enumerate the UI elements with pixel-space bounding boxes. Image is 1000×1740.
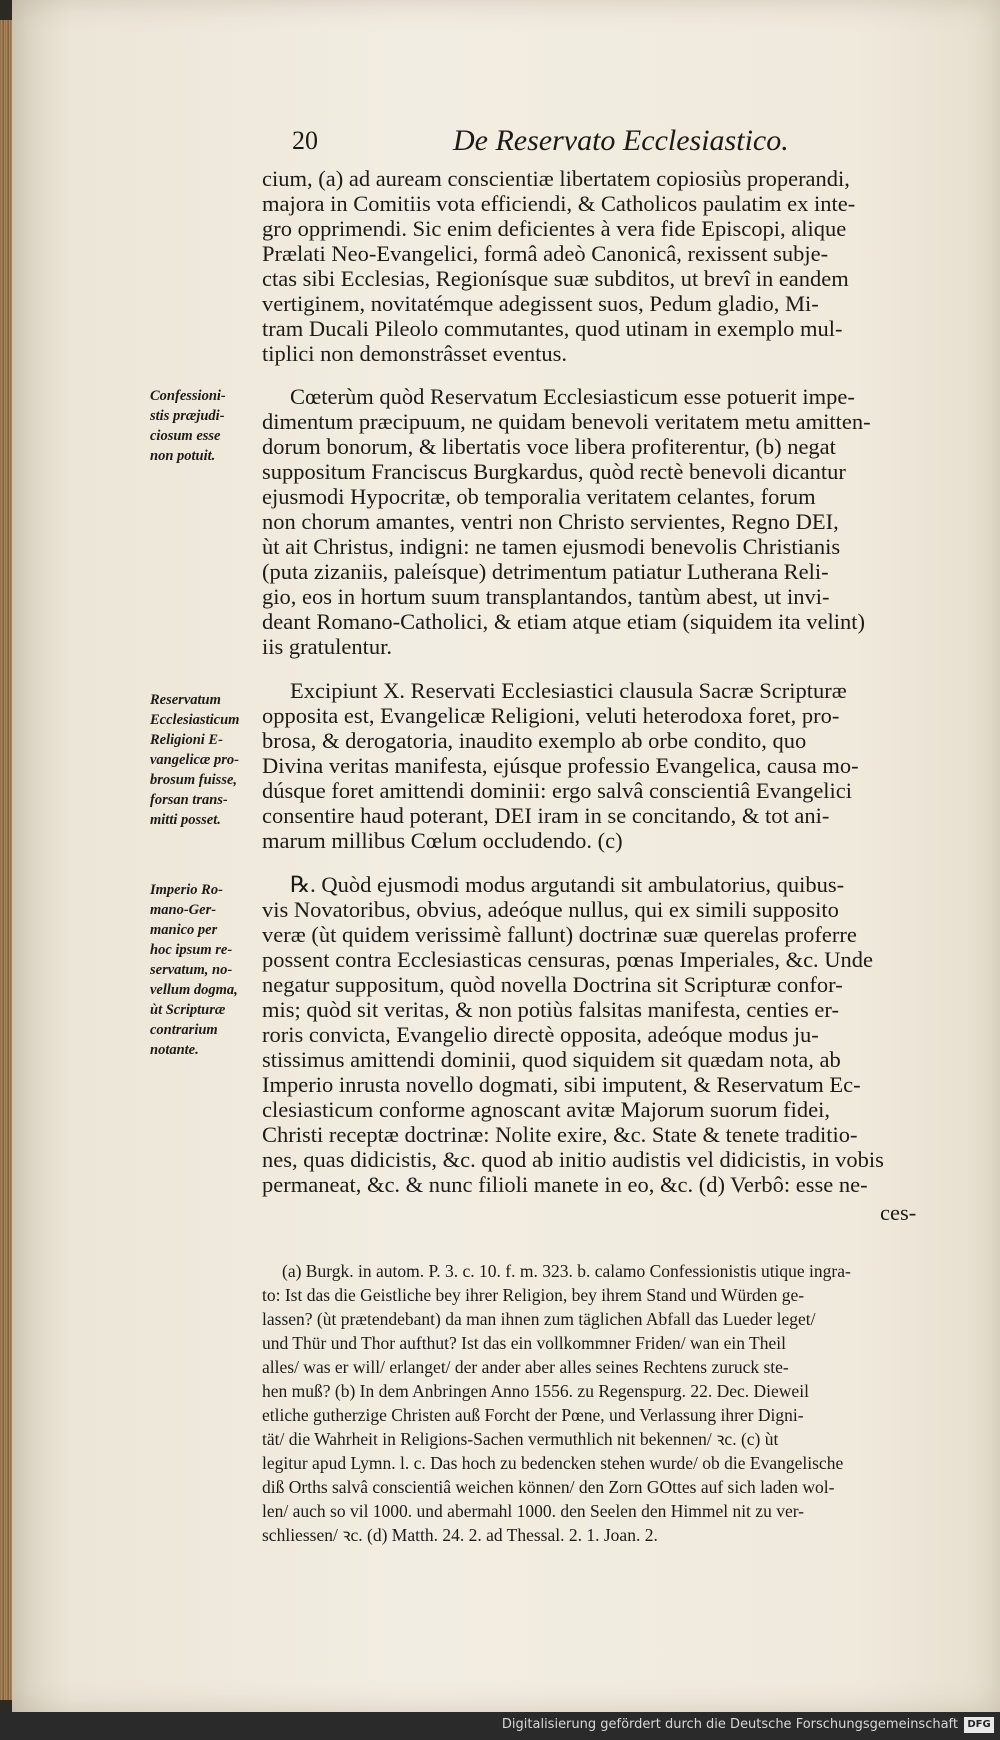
body-line: tram Ducali Pileolo commutantes, quod utinam in exemplo mul- [262,316,843,341]
margin-note: Reservatum Ecclesiasticum Religioni E- vangelicæ pro- brosum fuisse, forsan trans- mitti posset. [150,692,240,828]
body-line: deant Romano-Catholici, & etiam atque etiam (siquidem ita velint) [262,609,865,634]
body-line: dúsque foret amittendi dominii: ergo salvâ conscientiâ Evangelici [262,778,853,803]
body-line: stissimus amittendi dominii, quod siquidem sit quædam nota, ab [262,1047,841,1072]
footnote-line: (a) Burgk. in autom. P. 3. c. 10. f. m. 323. b. calamo Confessionistis utique ingra- [282,1261,851,1281]
body-line: brosa, & derogatoria, inaudito exemplo ab orbe condito, quo [262,728,807,753]
footnote-line: schliessen/ ꝛc. (d) Matth. 24. 2. ad Thessal. 2. 1. Joan. 2. [262,1525,658,1545]
body-line: dorum bonorum, & libertatis voce libera profiterentur, (b) negat [262,434,836,459]
footnote-line: diß Orths salvâ conscientiâ weichen können/ den Zorn GOttes auf sich laden wol- [262,1477,835,1497]
body-line: negatur suppositum, quòd novella Doctrina sit Scripturæ confor- [262,972,843,997]
body-line: Cœterùm quòd Reservatum Ecclesiasticum esse potuerit impe- [290,384,855,409]
body-line: iis gratulentur. [262,634,392,659]
body-line: possent contra Ecclesiasticas censuras, pœnas Imperiales, &c. Unde [262,947,874,972]
body-line: dimentum præcipuum, ne quidam benevoli veritatem metu amitten- [262,409,871,434]
footnote-line: to: Ist das die Geistliche bey ihrer Religion, bey ihrem Stand und Würden ge- [262,1285,805,1305]
body-line: (puta zizaniis, paleísque) detrimentum patiatur Lutherana Reli- [262,559,829,584]
body-line: Divina veritas manifesta, ejúsque professio Evangelica, causa mo- [262,753,859,778]
body-line: nes, quas didicistis, &c. quod ab initio audistis vel didicistis, in vobis [262,1147,884,1172]
catchword: ces- [880,1200,917,1225]
footnote-line: etliche gutherzige Christen auß Forcht der Pœne, und Verlassung ihrer Digni- [262,1405,804,1425]
footnote-line: alles/ was er will/ erlanget/ der ander aber alles seines Rechtens zuruck ste- [262,1357,789,1377]
body-line: mis; quòd sit veritas, & non potiùs falsitas manifesta, centies er- [262,997,839,1022]
body-line: Excipiunt X. Reservati Ecclesiastici clausula Sacræ Scripturæ [290,678,847,703]
body-line: Imperio inrusta novello dogmati, sibi imputent, & Reservatum Ec- [262,1072,861,1097]
digitization-credit: Digitalisierung gefördert durch die Deutsche Forschungsgemeinschaft [501,1717,958,1732]
body-line: Prælati Neo-Evangelici, formâ adeò Canonicâ, rexissent subje- [262,241,829,266]
footnote-line: lassen? (ùt prætendebant) da man ihnen zum täglichen Abfall das Lueder leget/ [262,1309,816,1329]
body-line: vis Novatoribus, obvius, adeóque nullus, qui ex simili supposito [262,897,839,922]
running-title: De Reservato Ecclesiastico. [453,124,789,157]
body-line: tiplici non demonstrâsset eventus. [262,341,567,366]
dfg-logo: DFG [964,1717,994,1733]
body-line: non chorum amantes, ventri non Christo servientes, Regno DEI, [262,509,839,534]
body-line: veræ (ùt quidem verissimè fallunt) doctrinæ suæ querelas proferre [262,922,857,947]
body-line: majora in Comitiis vota efficiendi, & Catholicos paulatim ex inte- [262,191,856,216]
body-line: gro opprimendi. Sic enim deficientes à vera fide Episcopi, alique [262,216,847,241]
footnote-line: len/ auch so vil 1000. und abermahl 1000. den Seelen den Himmel nit zu ver- [262,1501,805,1521]
body-line: vertiginem, novitatémque adegissent suos, Pedum gladio, Mi- [262,291,819,316]
body-line: Christi receptæ doctrinæ: Nolite exire, &c. State & tenete traditio- [262,1122,858,1147]
body-line: gio, eos in hortum suum transplantandos, tantùm abest, ut invi- [262,584,830,609]
footnote-line: tät/ die Wahrheit in Religions-Sachen vermuthlich nit bekennen/ ꝛc. (c) ùt [262,1429,779,1449]
body-line: opposita est, Evangelicæ Religioni, veluti heterodoxa foret, pro- [262,703,840,728]
body-line: marum millibus Cœlum occludendo. (c) [262,828,623,853]
margin-note: Imperio Ro- mano-Ger- manico per hoc ipsum re- servatum, no- vellum dogma, ùt Scripturæ contrarium notante. [150,882,238,1058]
body-line: consentire haud poterant, DEI iram in se concitando, & tot ani- [262,803,830,828]
body-line: cium, (a) ad auream conscientiæ libertatem copiosiùs properandi, [262,166,850,191]
body-line: clesiasticum conforme agnoscant avitæ Majorum suorum fidei, [262,1097,830,1122]
body-line: ℞. Quòd ejusmodi modus argutandi sit ambulatorius, quibus- [290,872,845,897]
margin-note: Confessioni- stis præjudi- ciosum esse non potuit. [150,388,226,464]
body-line: permaneat, &c. & nunc filioli manete in eo, &c. (d) Verbô: esse ne- [262,1172,868,1197]
page-number: 20 [292,126,318,155]
footnote-line: und Thür und Thor aufthut? Ist das ein vollkommner Friden/ wan ein Theil [262,1333,786,1353]
body-line: roris convicta, Evangelio directè opposita, adeóque modus ju- [262,1022,819,1047]
footnote-line: legitur apud Lymn. l. c. Das hoch zu bedencken stehen wurde/ ob die Evangelische [262,1453,844,1473]
body-line: ùt ait Christus, indigni: ne tamen ejusmodi benevolis Christianis [262,534,841,559]
footnote-line: hen muß? (b) In dem Anbringen Anno 1556. zu Regenspurg. 22. Dec. Dieweil [262,1381,809,1401]
body-line: ejusmodi Hypocritæ, ob temporalia veritatem celantes, forum [262,484,816,509]
body-line: ctas sibi Ecclesias, Regionísque suæ subditos, ut brevî in eandem [262,266,849,291]
body-line: suppositum Franciscus Burgkardus, quòd rectè benevoli dicantur [262,459,846,484]
